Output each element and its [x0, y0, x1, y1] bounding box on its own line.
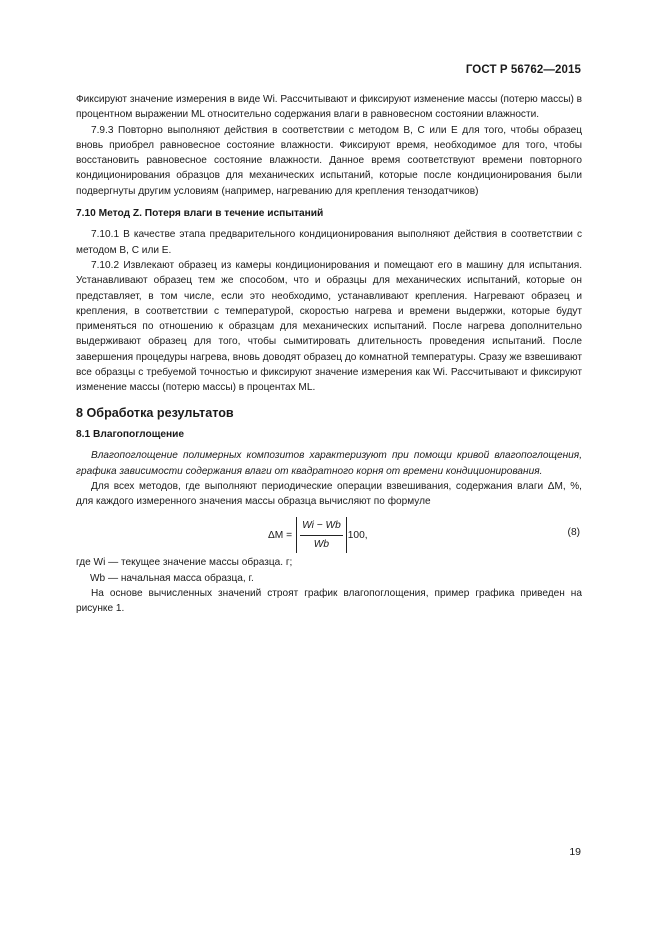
paragraph-7-10-1: 7.10.1 В качестве этапа предварительного кондиционирования выполняют действия в соответствии с методом В, С или Е.	[76, 229, 582, 256]
paragraph-definition: Влагопоглощение полимерных композитов характеризуют при помощи кривой влагопоглощения, графика зависимости содержания влаги от квадратного корня от времени кондиционирования.	[76, 450, 582, 477]
heading-section-8: 8 Обработка результатов	[76, 405, 234, 420]
page-number: 19	[569, 846, 581, 858]
document-code: ГОСТ Р 56762—2015	[465, 64, 581, 76]
formula-multiplier: 100,	[347, 529, 368, 541]
paragraph-graph-reference: На основе вычисленных значений строят график влагопоглощения, пример графика приведен на рисунке 1.	[76, 588, 582, 615]
formula-8	[76, 513, 582, 553]
heading-7-10: 7.10 Метод Z. Потеря влаги в течение испытаний	[76, 208, 324, 220]
legend-wb: Wb — начальная масса образца, г.	[90, 572, 254, 584]
page-body	[76, 92, 582, 617]
paragraph-fix-measurement: Фиксируют значение измерения в виде Wi. Рассчитывают и фиксируют изменение массы (потерю массы) в процентном выражении ML относительно содержания влаги в равновесном состоянии влажности.	[76, 94, 582, 121]
paragraph-7-10-2: 7.10.2 Извлекают образец из камеры кондиционирования и помещают его в машину для испытания. Устанавливают образец тем же способом, что и образцы для механических испытаний, которые он представляет, в том числе, если это необходимо, устанавливают крепления. Нагревают образец и крепления, в соответствии с температурой, скоростью нагрева и времени выдержки, которые будут применяться по отношению к образцам для механических испытаний. После нагрева дополнительно выдерживают образец для того, чтобы сымитировать длительность проведения испытаний. После завершения процедуры нагрева, вновь доводят образец до комнатной температуры. Сразу же взвешивают все образцы с требуемой точностью и фиксируют значение измерения как Wi. Рассчитывают и фиксируют изменение массы (потерю массы) в процентах ML.	[76, 259, 583, 394]
formula-legend	[76, 555, 582, 586]
formula-lhs: ΔM =	[268, 529, 293, 541]
formula-denominator: Wb	[313, 538, 330, 550]
paragraph-formula-intro: Для всех методов, где выполняют периодические операции взвешивания, содержания влаги ΔM, %, для каждого измеренного значения массы образца вычисляют по формуле	[76, 480, 582, 508]
paragraph-7-9-3: 7.9.3 Повторно выполняют действия в соответствии с методом В, С или Е для того, чтобы образец вновь приобрел равновесное состояние влажности. Фиксируют время, необходимое для того, чтобы восстановить равновесное состояние влажности. Данное время соответствуют времени повторного кондиционирования образцов для механических испытаний, которые после кондиционирования были подвергнуты другим условиям (например, нагреванию для крепления тензодатчиков)	[76, 124, 582, 197]
formula-numerator: Wi − Wb	[300, 518, 343, 535]
heading-8-1: 8.1 Влагопоглощение	[76, 428, 185, 440]
legend-wi: где Wi — текущее значение массы образца. г;	[76, 557, 293, 569]
formula-number: (8)	[567, 527, 580, 539]
formula-absolute-fraction	[296, 517, 347, 553]
